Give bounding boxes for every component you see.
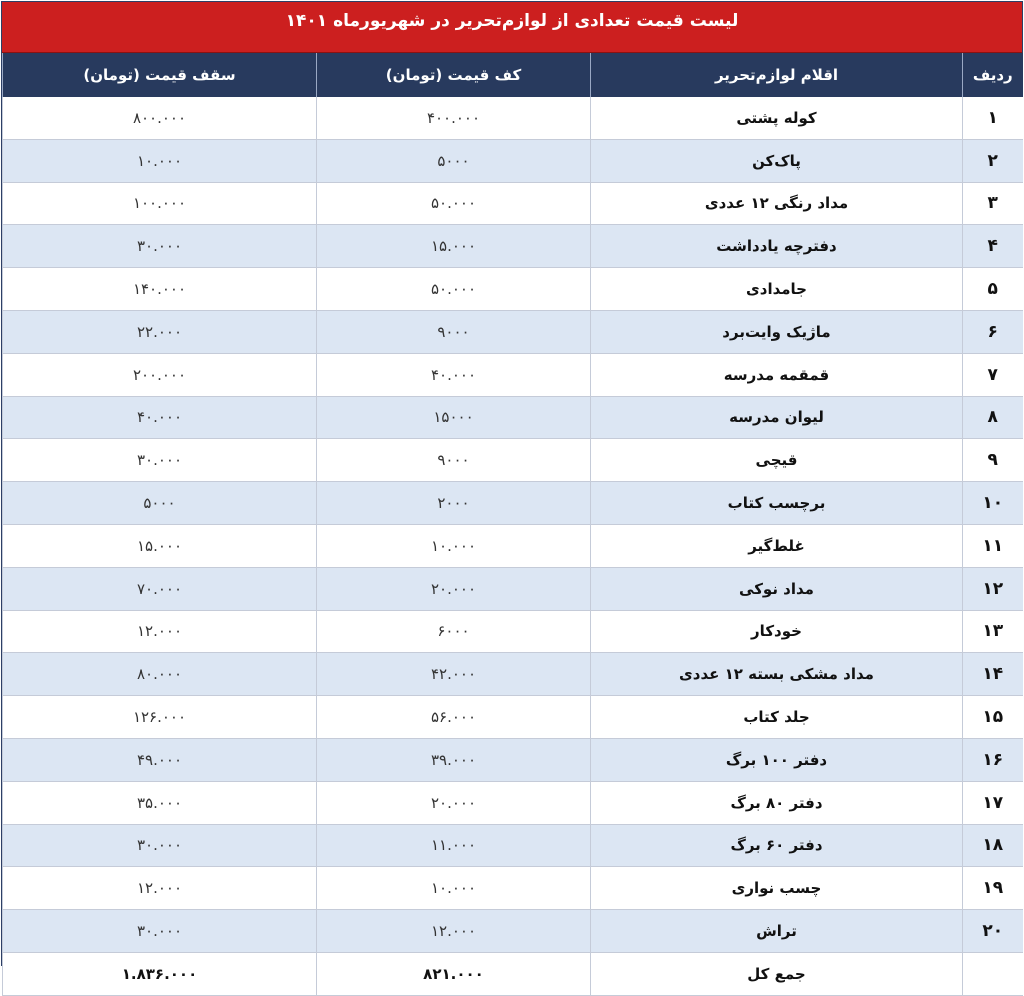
row-index: ۵	[963, 268, 1023, 311]
row-item: تراش	[591, 910, 963, 953]
row-max-price: ۱۴۰.۰۰۰	[3, 268, 317, 311]
table-row	[3, 696, 1023, 739]
price-table-container	[1, 1, 1023, 983]
table-row	[3, 524, 1023, 567]
row-index: ۱	[963, 97, 1023, 139]
row-min-price: ۲۰.۰۰۰	[317, 781, 591, 824]
table-row	[3, 268, 1023, 311]
row-index: ۱۶	[963, 738, 1023, 781]
row-max-price: ۸۰.۰۰۰	[3, 653, 317, 696]
row-max-price: ۱۲.۰۰۰	[3, 867, 317, 910]
row-min-price: ۱۲.۰۰۰	[317, 910, 591, 953]
table-row	[3, 867, 1023, 910]
row-index: ۱۷	[963, 781, 1023, 824]
row-index: ۱۲	[963, 567, 1023, 610]
row-item: چسب نواری	[591, 867, 963, 910]
row-min-price: ۵۰.۰۰۰	[317, 268, 591, 311]
row-max-price: ۳۰.۰۰۰	[3, 910, 317, 953]
row-index: ۱۵	[963, 696, 1023, 739]
row-item: غلط‌گیر	[591, 524, 963, 567]
row-min-price: ۴۰۰.۰۰۰	[317, 97, 591, 139]
table-row	[3, 567, 1023, 610]
row-index: ۱۴	[963, 653, 1023, 696]
row-item: دفتر ۶۰ برگ	[591, 824, 963, 867]
table-row	[3, 824, 1023, 867]
header-max-price: سقف قیمت (تومان)	[3, 53, 317, 97]
row-max-price: ۴۰.۰۰۰	[3, 396, 317, 439]
table-row	[3, 396, 1023, 439]
total-max-price: ۱.۸۳۶.۰۰۰	[3, 952, 317, 995]
row-min-price: ۴۰.۰۰۰	[317, 353, 591, 396]
row-item: پاک‌کن	[591, 139, 963, 182]
table-row	[3, 182, 1023, 225]
row-max-price: ۱۵.۰۰۰	[3, 524, 317, 567]
table-row	[3, 781, 1023, 824]
row-item: ماژیک وایت‌برد	[591, 310, 963, 353]
row-item: لیوان مدرسه	[591, 396, 963, 439]
row-index: ۳	[963, 182, 1023, 225]
table-row	[3, 225, 1023, 268]
row-min-price: ۲۰.۰۰۰	[317, 567, 591, 610]
row-max-price: ۴۹.۰۰۰	[3, 738, 317, 781]
row-min-price: ۳۹.۰۰۰	[317, 738, 591, 781]
row-min-price: ۱۱.۰۰۰	[317, 824, 591, 867]
row-max-price: ۱۰.۰۰۰	[3, 139, 317, 182]
row-item: مداد نوکی	[591, 567, 963, 610]
row-index: ۱۱	[963, 524, 1023, 567]
row-index: ۱۰	[963, 482, 1023, 525]
header-row	[3, 53, 1023, 97]
table-row	[3, 738, 1023, 781]
row-min-price: ۱۰.۰۰۰	[317, 867, 591, 910]
header-index: ردیف	[963, 53, 1023, 97]
row-item: برچسب کتاب	[591, 482, 963, 525]
table-row	[3, 139, 1023, 182]
row-max-price: ۱۲.۰۰۰	[3, 610, 317, 653]
table-body	[3, 97, 1023, 995]
row-min-price: ۱۰.۰۰۰	[317, 524, 591, 567]
row-max-price: ۱۰۰.۰۰۰	[3, 182, 317, 225]
row-index: ۲۰	[963, 910, 1023, 953]
row-index: ۷	[963, 353, 1023, 396]
row-max-price: ۳۵.۰۰۰	[3, 781, 317, 824]
header-min-price: کف قیمت (تومان)	[317, 53, 591, 97]
row-max-price: ۷۰.۰۰۰	[3, 567, 317, 610]
row-min-price: ۱۵۰۰۰	[317, 396, 591, 439]
row-item: دفتر ۱۰۰ برگ	[591, 738, 963, 781]
row-min-price: ۵۶.۰۰۰	[317, 696, 591, 739]
row-min-price: ۵۰.۰۰۰	[317, 182, 591, 225]
row-min-price: ۹۰۰۰	[317, 310, 591, 353]
row-min-price: ۹۰۰۰	[317, 439, 591, 482]
row-item: دفترچه یادداشت	[591, 225, 963, 268]
row-item: دفتر ۸۰ برگ	[591, 781, 963, 824]
row-item: مداد رنگی ۱۲ عددی	[591, 182, 963, 225]
total-label: جمع کل	[591, 952, 963, 995]
table-title: لیست قیمت تعدادی از لوازم‌تحریر در شهریورماه ۱۴۰۱	[2, 2, 1022, 53]
total-index-cell	[963, 952, 1023, 995]
row-max-price: ۳۰.۰۰۰	[3, 824, 317, 867]
row-max-price: ۲۰۰.۰۰۰	[3, 353, 317, 396]
row-max-price: ۳۰.۰۰۰	[3, 439, 317, 482]
table-row	[3, 910, 1023, 953]
row-index: ۴	[963, 225, 1023, 268]
row-index: ۱۳	[963, 610, 1023, 653]
row-index: ۱۹	[963, 867, 1023, 910]
row-max-price: ۸۰۰.۰۰۰	[3, 97, 317, 139]
header-item: اقلام لوازم‌تحریر	[591, 53, 963, 97]
row-max-price: ۳۰.۰۰۰	[3, 225, 317, 268]
table-row	[3, 610, 1023, 653]
row-item: خودکار	[591, 610, 963, 653]
row-item: جلد کتاب	[591, 696, 963, 739]
table-row	[3, 482, 1023, 525]
row-item: قمقمه مدرسه	[591, 353, 963, 396]
row-max-price: ۱۲۶.۰۰۰	[3, 696, 317, 739]
row-item: کوله پشتی	[591, 97, 963, 139]
row-index: ۸	[963, 396, 1023, 439]
row-item: قیچی	[591, 439, 963, 482]
row-min-price: ۲۰۰۰	[317, 482, 591, 525]
total-row	[3, 952, 1023, 995]
row-index: ۹	[963, 439, 1023, 482]
table-row	[3, 310, 1023, 353]
row-min-price: ۴۲.۰۰۰	[317, 653, 591, 696]
table-row	[3, 439, 1023, 482]
table-row	[3, 97, 1023, 139]
row-index: ۱۸	[963, 824, 1023, 867]
table-row	[3, 653, 1023, 696]
row-min-price: ۱۵.۰۰۰	[317, 225, 591, 268]
row-item: جامدادی	[591, 268, 963, 311]
row-index: ۲	[963, 139, 1023, 182]
total-min-price: ۸۲۱.۰۰۰	[317, 952, 591, 995]
table-row	[3, 353, 1023, 396]
row-min-price: ۵۰۰۰	[317, 139, 591, 182]
row-max-price: ۵۰۰۰	[3, 482, 317, 525]
row-index: ۶	[963, 310, 1023, 353]
row-min-price: ۶۰۰۰	[317, 610, 591, 653]
price-table	[2, 53, 1023, 996]
row-item: مداد مشکی بسته ۱۲ عددی	[591, 653, 963, 696]
row-max-price: ۲۲.۰۰۰	[3, 310, 317, 353]
